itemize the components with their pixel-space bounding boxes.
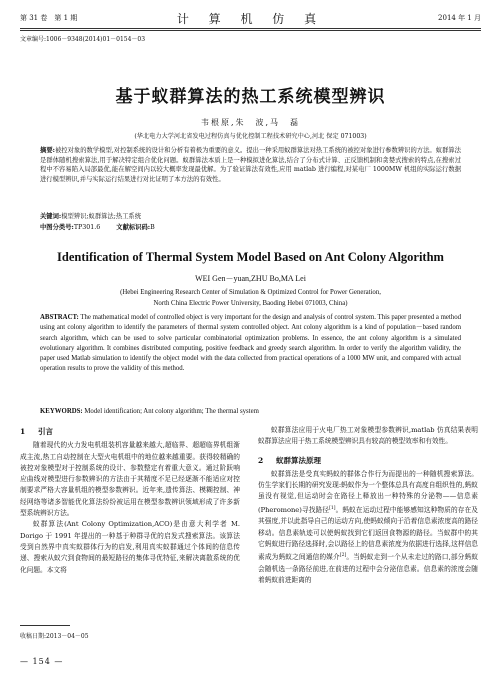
affiliation-chinese: (华北电力大学河北省发电过程仿真与优化控制工程技术研究中心,河北 保定 071003) — [134, 133, 367, 140]
keywords-chinese-label: 关键词: — [40, 213, 62, 220]
header-rule — [20, 28, 481, 31]
keywords-chinese-text: 模型辨识;蚁群算法;热工系统 — [61, 213, 142, 220]
section-number: 2 — [258, 455, 264, 465]
title-english: Identification of Thermal System Model Based on Ant Colony Algorithm — [57, 250, 444, 264]
section-number: 1 — [20, 427, 26, 436]
doc-code-label: 文献标识码: — [116, 224, 151, 231]
section-heading-intro — [20, 426, 240, 437]
abstract-chinese — [40, 146, 461, 184]
keywords-english — [40, 408, 461, 415]
abstract-english — [40, 313, 461, 375]
clc-code: TP301.6 — [73, 224, 101, 231]
running-head — [20, 13, 481, 25]
abstract-english-text: The mathematical model of controlled object is very important for the design and analysis of control system. This paper presented a method using ant colony algorithm to identify the parameters of thermal system controlled object. Ant colony algorithm is a kind of population－based random search algorithm, which can be used to solve particular combinatorial optimization problems. In essence, the ant colony algorithm is a simulated evolutionary algorithm. It combines distributed computing, positive feedback and greedy search algorithm. In order to verify the algorithm validity, the paper used Matlab simulation to identify the object model with the data collected from practical operations of a 1000 MW unit, and compared with actual operation results to prove the validity of this method. — [40, 314, 461, 373]
paragraph-text: 。蚂蚁在运动过程中能够感知这种物质的存在及其强度,并以此指导自己的运动方向,使蚂蚁倾向于沿着信息素浓度高的路径移动。信息素轨迹可以使蚂蚁找到它们返回食物源的路径。当蚁群中的其它蚂蚁进行路径选择时,会以路径上的信息素浓度为依据进行选择,这样信息素成为蚂蚁之间通信的媒介 — [258, 506, 478, 562]
citation: [1] — [329, 505, 336, 511]
footnote-rule — [20, 625, 70, 626]
affiliation-english-line1: (Hebei Engineering Research Center of Simulation & Optimized Control for Power Generation, — [120, 289, 381, 296]
paragraph-text: 。当蚂蚁走到一个从未走过的路口,部分蚂蚁会随机选一条路径前进,在前进的过程中会分泌信息素。信息素的浓度会随着蚂蚁前进距离的 — [258, 553, 479, 585]
paragraph — [258, 469, 478, 586]
paragraph: 随着现代的火力发电机组装机容量越来越大,超临界、超超临界机组渐成主流,热工自动控制在大型火电机组中的地位越来越重要。获得较精确的被控对象模型对于控制系统的设计、参数整定有着重大意义。通过阶跃响应曲线对模型进行参数辨识的方法由于其精度不足已经逐渐不能适应对控制要求严格大容量机组的模型参数辨识。近年来,遗传算法、模糊控制、神经网络等诸多智能优化算法纷纷被运用在模型参数辨识领域形成了许多新型系统辨识方法。 — [20, 441, 240, 518]
article-number: 文章编号:1006－9348(2014)01－0154－03 — [20, 36, 146, 43]
abstract-english-label: ABSTRACT: — [40, 314, 79, 321]
section-title: 引言 — [38, 427, 53, 436]
authors-english: WEI Gen－yuan,ZHU Bo,MA Lei — [195, 274, 306, 283]
issue-date: 2014 年 1 月 — [438, 14, 481, 22]
clc-label: 中图分类号: — [40, 224, 74, 231]
affiliation-english — [0, 287, 501, 309]
paragraph: 蚁群算法(Ant Colony Optimization,ACO)是由意大利学者 M. Dorigo 于 1991 年提出的一种基于种群寻优的启发式搜索算法。该算法受到自然界中真实蚁群体行为的启发,利用真实蚁群通过个体间的信息传递、搜索从蚁穴到食物间的最短路径的集体寻优特征,来解决离散系统的优化问题。本文将 — [20, 520, 240, 574]
volume-issue: 第 31 卷 第 1 期 — [20, 14, 78, 22]
body-column-left — [20, 425, 240, 576]
section-title: 蚁群算法原理 — [276, 455, 321, 465]
page-number: — 154 — — [20, 657, 64, 666]
abstract-chinese-text: 被控对象的数学模型,对控制系统的设计和分析有着极为重要的意义。提出一种采用蚁群算法对热工系统的被控对象进行参数辨识的方法。蚁群算法是群体随机搜索算法,用于解决特定组合优化问题。蚁群算法本质上是一种模拟进化算法,结合了分布式计算、正反馈机制和贪婪式搜索的特点,在搜索过程中不容易陷入局部最优,能在解空间内以较大概率发现最优解。为了验证算法有效性,应用 matlab 进行编程,对某电厂 1000MW 机组的实际运行数据进行模型辨识,并与实际运行结果进行对比证明了本方法的有效性。 — [40, 147, 461, 183]
body-column-right — [258, 425, 478, 586]
received-date: 收稿日期:2013－04－05 — [20, 633, 89, 640]
journal-name: 计 算 机 仿 真 — [176, 12, 325, 26]
citation: [2] — [339, 553, 347, 559]
paragraph: 蚁群算法应用于火电厂热工对象模型参数辨识,matlab 仿真结果表明蚁群算法应用于热工系统模型辨识具有较高的模型效率和有效性。 — [258, 426, 478, 446]
authors-chinese: 韦根原,朱 波,马 磊 — [200, 118, 301, 127]
doc-code: B — [150, 224, 155, 231]
section-heading-aco — [258, 455, 478, 466]
affiliation-english-line2: North China Electric Power University, Baoding Hebei 071003, China) — [153, 300, 348, 307]
classification-chinese — [40, 222, 461, 231]
keywords-english-label: KEYWORDS: — [40, 408, 83, 415]
abstract-chinese-label: 摘要: — [40, 147, 55, 154]
keywords-english-text: Model identification; Ant colony algorithm; The thermal system — [84, 408, 259, 415]
title-chinese: 基于蚁群算法的热工系统模型辨识 — [115, 87, 386, 107]
keywords-chinese — [40, 212, 461, 221]
paragraph-text: 蚁群算法是受真实蚂蚁的群体合作行为而提出的一种随机搜索算法。仿生学家们长期的研究发现:蚂蚁作为一个整体总具有高度自组织性的,蚂蚁虽没有视觉,但运动时会在路径上释放出一种特殊的分泌物——信息素(Pheromone)寻找路径 — [258, 469, 478, 515]
